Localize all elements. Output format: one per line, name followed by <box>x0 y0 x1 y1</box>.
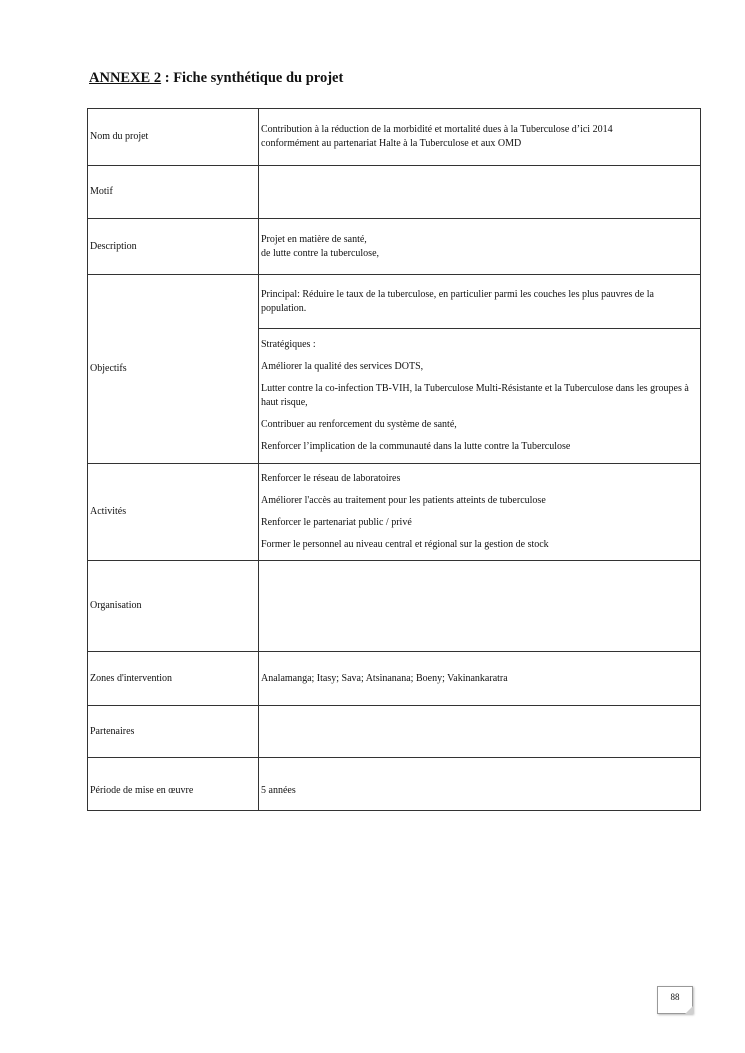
text-line: Contribution à la réduction de la morbidité et mortalité dues à la Tuberculose d’ici 2014 <box>261 124 613 135</box>
value-nom-du-projet <box>259 109 701 166</box>
list-item: Améliorer la qualité des services DOTS, <box>261 361 424 372</box>
value-organisation <box>259 561 701 652</box>
annex-label: ANNEXE 2 <box>89 70 162 86</box>
label-nom-du-projet: Nom du projet <box>88 109 259 166</box>
value-activites <box>259 464 701 561</box>
value-zones-intervention: Analamanga; Itasy; Sava; Atsinanana; Boeny; Vakinankaratra <box>259 652 701 706</box>
value-description <box>259 219 701 275</box>
table-row <box>88 706 701 758</box>
text-line: de lutte contre la tuberculose, <box>261 247 380 259</box>
list-item: Contribuer au renforcement du système de santé, <box>261 419 457 430</box>
value-periode: 5 années <box>259 758 701 811</box>
list-item: Renforcer l’implication de la communauté dans la lutte contre la Tuberculose <box>261 441 571 452</box>
label-activites: Activités <box>88 464 259 561</box>
text-line: conformément au partenariat Halte à la Tuberculose et aux OMD <box>261 138 522 149</box>
page-curl-icon <box>685 1006 693 1014</box>
project-summary-table <box>87 108 701 811</box>
label-objectifs: Objectifs <box>88 275 259 464</box>
text-line: Stratégiques : <box>261 339 316 350</box>
table-row <box>88 464 701 561</box>
text-line: Projet en matière de santé, <box>261 233 367 245</box>
table-row <box>88 166 701 219</box>
table-row <box>88 109 701 166</box>
table-row <box>88 219 701 275</box>
annex-title: : Fiche synthétique du projet <box>161 70 344 86</box>
list-item: Améliorer l'accès au traitement pour les patients atteints de tuberculose <box>261 495 546 506</box>
value-partenaires <box>259 706 701 758</box>
table-row <box>88 275 701 329</box>
table-row <box>88 561 701 652</box>
table-row <box>88 652 701 706</box>
page-title <box>89 70 343 87</box>
list-item: Renforcer le partenariat public / privé <box>261 517 412 528</box>
label-partenaires: Partenaires <box>88 706 259 758</box>
page-number-box <box>657 986 693 1014</box>
page-number: 88 <box>670 992 680 1002</box>
value-objectifs-strategiques <box>259 329 701 464</box>
table-row <box>88 758 701 811</box>
label-organisation: Organisation <box>88 561 259 652</box>
label-description: Description <box>88 219 259 275</box>
list-item: Former le personnel au niveau central et régional sur la gestion de stock <box>261 539 549 550</box>
label-motif: Motif <box>88 166 259 219</box>
label-periode: Période de mise en œuvre <box>88 758 259 811</box>
list-item: Lutter contre la co-infection TB-VIH, la Tuberculose Multi-Résistante et la Tuberculose dans les groupes à haut risque, <box>261 383 689 408</box>
list-item: Renforcer le réseau de laboratoires <box>261 473 401 484</box>
value-objectif-principal: Principal: Réduire le taux de la tuberculose, en particulier parmi les couches les plus pauvres de la population. <box>259 275 701 329</box>
label-zones-intervention: Zones d'intervention <box>88 652 259 706</box>
value-motif <box>259 166 701 219</box>
